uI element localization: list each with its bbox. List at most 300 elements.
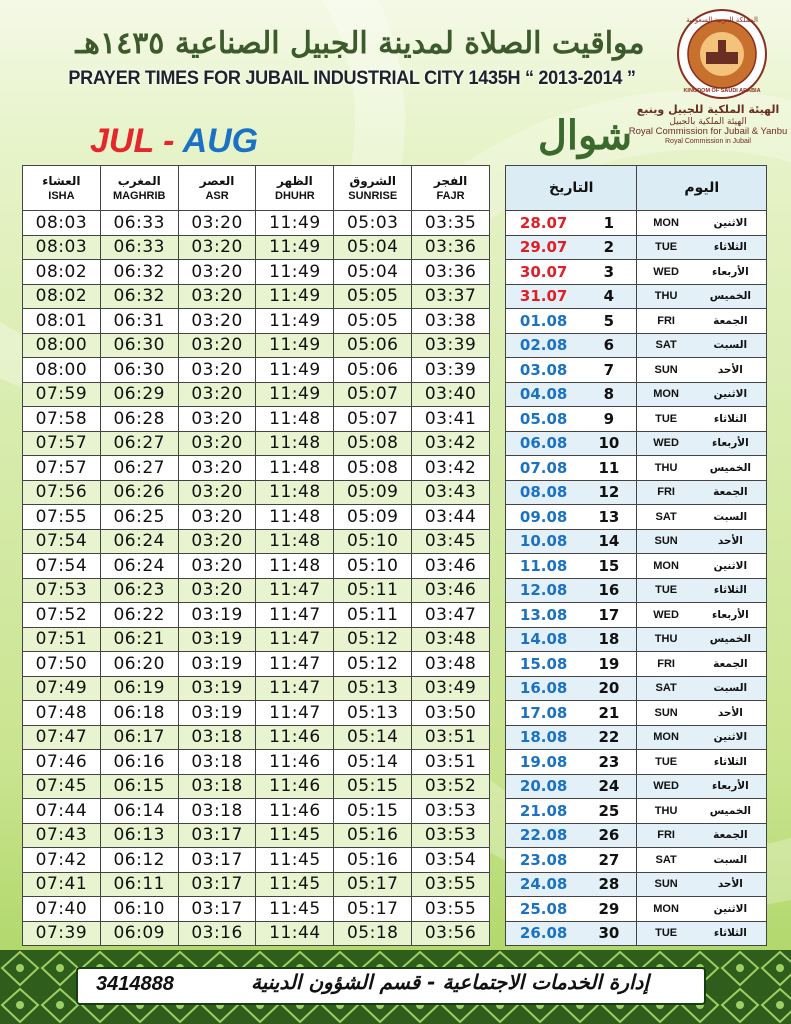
time-cell-isha: 07:48 <box>23 701 101 726</box>
hijri-day-cell: 1 <box>581 211 637 236</box>
time-cell-asr: 03:19 <box>178 627 256 652</box>
time-cell-isha: 07:49 <box>23 676 101 701</box>
time-cell-isha: 07:50 <box>23 652 101 677</box>
time-cell-fajr: 03:44 <box>412 505 490 530</box>
time-cell-maghrib: 06:27 <box>100 431 178 456</box>
time-cell-dhuhr: 11:48 <box>256 529 334 554</box>
date-row <box>506 676 767 701</box>
date-row <box>506 431 767 456</box>
weekday-english-cell: TUE <box>637 578 695 603</box>
time-cell-fajr: 03:36 <box>412 235 490 260</box>
time-cell-sunrise: 05:15 <box>334 799 412 824</box>
weekday-arabic-cell: الأحد <box>695 358 767 383</box>
time-cell-asr: 03:20 <box>178 431 256 456</box>
times-row <box>23 284 490 309</box>
weekday-english-cell: WED <box>637 774 695 799</box>
weekday-arabic-cell: الثلاثاء <box>695 750 767 775</box>
weekday-english-cell: MON <box>637 382 695 407</box>
time-cell-asr: 03:17 <box>178 848 256 873</box>
date-row <box>506 627 767 652</box>
date-row <box>506 505 767 530</box>
weekday-arabic-cell: الخميس <box>695 456 767 481</box>
time-cell-fajr: 03:54 <box>412 848 490 873</box>
times-row <box>23 701 490 726</box>
date-row <box>506 358 767 383</box>
organization-block <box>628 104 788 146</box>
time-cell-isha: 07:51 <box>23 627 101 652</box>
header-sunrise <box>334 166 412 211</box>
time-cell-fajr: 03:56 <box>412 921 490 946</box>
weekday-english-cell: FRI <box>637 309 695 334</box>
dates-table <box>505 165 767 946</box>
weekday-english-cell: THU <box>637 284 695 309</box>
time-cell-dhuhr: 11:49 <box>256 382 334 407</box>
date-row <box>506 799 767 824</box>
weekday-english-cell: SUN <box>637 358 695 383</box>
time-cell-fajr: 03:53 <box>412 799 490 824</box>
time-cell-dhuhr: 11:49 <box>256 309 334 334</box>
weekday-english-cell: SAT <box>637 333 695 358</box>
time-cell-asr: 03:20 <box>178 529 256 554</box>
date-row <box>506 872 767 897</box>
weekday-english-cell: SUN <box>637 529 695 554</box>
prayer-times-table <box>22 165 490 946</box>
weekday-english-cell: THU <box>637 627 695 652</box>
time-cell-sunrise: 05:16 <box>334 848 412 873</box>
header-sunrise-en: SUNRISE <box>348 190 398 202</box>
time-cell-isha: 07:41 <box>23 872 101 897</box>
header-asr <box>178 166 256 211</box>
time-cell-sunrise: 05:07 <box>334 407 412 432</box>
time-cell-dhuhr: 11:49 <box>256 333 334 358</box>
time-cell-dhuhr: 11:49 <box>256 358 334 383</box>
footer-phone: 3414888 <box>96 973 174 995</box>
time-cell-fajr: 03:41 <box>412 407 490 432</box>
time-cell-isha: 08:03 <box>23 235 101 260</box>
hijri-day-cell: 11 <box>581 456 637 481</box>
time-cell-maghrib: 06:31 <box>100 309 178 334</box>
weekday-arabic-cell: الثلاثاء <box>695 235 767 260</box>
times-row <box>23 725 490 750</box>
weekday-english-cell: MON <box>637 554 695 579</box>
weekday-arabic-cell: الخميس <box>695 627 767 652</box>
weekday-english-cell: TUE <box>637 407 695 432</box>
time-cell-asr: 03:18 <box>178 799 256 824</box>
weekday-arabic-cell: الاثنين <box>695 725 767 750</box>
time-cell-dhuhr: 11:49 <box>256 235 334 260</box>
time-cell-asr: 03:16 <box>178 921 256 946</box>
weekday-arabic-cell: الأحد <box>695 872 767 897</box>
weekday-english-cell: SUN <box>637 701 695 726</box>
time-cell-maghrib: 06:20 <box>100 652 178 677</box>
header-sunrise-ar: الشروق <box>349 174 396 188</box>
time-cell-dhuhr: 11:47 <box>256 652 334 677</box>
weekday-english-cell: SUN <box>637 872 695 897</box>
date-row <box>506 823 767 848</box>
time-cell-isha: 07:53 <box>23 578 101 603</box>
time-cell-dhuhr: 11:49 <box>256 260 334 285</box>
time-cell-asr: 03:19 <box>178 676 256 701</box>
hijri-day-cell: 7 <box>581 358 637 383</box>
time-cell-fajr: 03:42 <box>412 456 490 481</box>
weekday-arabic-cell: الأربعاء <box>695 260 767 285</box>
time-cell-maghrib: 06:33 <box>100 235 178 260</box>
weekday-english-cell: TUE <box>637 750 695 775</box>
weekday-arabic-cell: الاثنين <box>695 554 767 579</box>
gregorian-date-cell: 16.08 <box>506 676 582 701</box>
weekday-english-cell: MON <box>637 897 695 922</box>
weekday-arabic-cell: الثلاثاء <box>695 407 767 432</box>
gregorian-date-cell: 11.08 <box>506 554 582 579</box>
date-row <box>506 848 767 873</box>
time-cell-isha: 08:02 <box>23 284 101 309</box>
hijri-day-cell: 8 <box>581 382 637 407</box>
weekday-english-cell: FRI <box>637 652 695 677</box>
time-cell-isha: 07:59 <box>23 382 101 407</box>
weekday-arabic-cell: السبت <box>695 333 767 358</box>
weekday-english-cell: FRI <box>637 823 695 848</box>
time-cell-fajr: 03:48 <box>412 627 490 652</box>
gregorian-date-cell: 10.08 <box>506 529 582 554</box>
times-row <box>23 774 490 799</box>
gregorian-date-cell: 19.08 <box>506 750 582 775</box>
weekday-arabic-cell: السبت <box>695 848 767 873</box>
times-row <box>23 480 490 505</box>
date-row <box>506 725 767 750</box>
weekday-english-cell: MON <box>637 211 695 236</box>
hijri-day-cell: 15 <box>581 554 637 579</box>
time-cell-fajr: 03:36 <box>412 260 490 285</box>
times-row <box>23 456 490 481</box>
time-cell-sunrise: 05:04 <box>334 235 412 260</box>
date-row <box>506 284 767 309</box>
time-cell-fajr: 03:53 <box>412 823 490 848</box>
weekday-arabic-cell: الأربعاء <box>695 431 767 456</box>
time-cell-asr: 03:20 <box>178 235 256 260</box>
date-row <box>506 235 767 260</box>
org-english-line-1: Royal Commission for Jubail & Yanbu <box>628 125 788 137</box>
weekday-english-cell: SAT <box>637 676 695 701</box>
hijri-day-cell: 25 <box>581 799 637 824</box>
header-asr-en: ASR <box>205 190 229 202</box>
time-cell-maghrib: 06:26 <box>100 480 178 505</box>
time-cell-fajr: 03:55 <box>412 872 490 897</box>
time-cell-sunrise: 05:10 <box>334 554 412 579</box>
hijri-day-cell: 14 <box>581 529 637 554</box>
time-cell-maghrib: 06:15 <box>100 774 178 799</box>
time-cell-asr: 03:18 <box>178 774 256 799</box>
time-cell-dhuhr: 11:48 <box>256 480 334 505</box>
time-cell-sunrise: 05:05 <box>334 284 412 309</box>
time-cell-sunrise: 05:06 <box>334 358 412 383</box>
time-cell-isha: 07:40 <box>23 897 101 922</box>
header-dhuhr <box>256 166 334 211</box>
time-cell-asr: 03:20 <box>178 260 256 285</box>
time-cell-dhuhr: 11:47 <box>256 676 334 701</box>
date-row <box>506 897 767 922</box>
weekday-english-cell: TUE <box>637 921 695 946</box>
times-row <box>23 382 490 407</box>
time-cell-fajr: 03:43 <box>412 480 490 505</box>
time-cell-fajr: 03:48 <box>412 652 490 677</box>
header-dhuhr-ar: الظهر <box>277 174 313 188</box>
gregorian-date-cell: 06.08 <box>506 431 582 456</box>
hijri-day-cell: 27 <box>581 848 637 873</box>
gregorian-date-cell: 02.08 <box>506 333 582 358</box>
hijri-day-cell: 6 <box>581 333 637 358</box>
weekday-english-cell: TUE <box>637 235 695 260</box>
time-cell-maghrib: 06:10 <box>100 897 178 922</box>
time-cell-fajr: 03:45 <box>412 529 490 554</box>
date-row <box>506 309 767 334</box>
time-cell-dhuhr: 11:45 <box>256 823 334 848</box>
time-cell-fajr: 03:46 <box>412 554 490 579</box>
weekday-english-cell: MON <box>637 725 695 750</box>
gregorian-months <box>90 122 258 161</box>
time-cell-dhuhr: 11:49 <box>256 211 334 236</box>
hijri-day-cell: 3 <box>581 260 637 285</box>
header-day: اليوم <box>637 166 767 211</box>
footer-department: إدارة الخدمات الاجتماعية - قسم الشؤون الدينية <box>250 970 650 994</box>
weekday-arabic-cell: الأحد <box>695 701 767 726</box>
time-cell-isha: 07:56 <box>23 480 101 505</box>
gregorian-date-cell: 05.08 <box>506 407 582 432</box>
time-cell-sunrise: 05:12 <box>334 652 412 677</box>
date-row <box>506 750 767 775</box>
time-cell-maghrib: 06:32 <box>100 284 178 309</box>
time-cell-sunrise: 05:11 <box>334 578 412 603</box>
time-cell-sunrise: 05:15 <box>334 774 412 799</box>
hijri-day-cell: 17 <box>581 603 637 628</box>
date-row <box>506 603 767 628</box>
times-row <box>23 603 490 628</box>
gregorian-date-cell: 21.08 <box>506 799 582 824</box>
time-cell-maghrib: 06:28 <box>100 407 178 432</box>
time-cell-fajr: 03:37 <box>412 284 490 309</box>
time-cell-dhuhr: 11:47 <box>256 701 334 726</box>
hijri-day-cell: 10 <box>581 431 637 456</box>
date-row <box>506 652 767 677</box>
time-cell-sunrise: 05:17 <box>334 872 412 897</box>
time-cell-isha: 07:57 <box>23 431 101 456</box>
gregorian-date-cell: 01.08 <box>506 309 582 334</box>
header-fajr-ar: الفجر <box>433 174 468 188</box>
times-row <box>23 578 490 603</box>
time-cell-maghrib: 06:29 <box>100 382 178 407</box>
hijri-day-cell: 5 <box>581 309 637 334</box>
hijri-day-cell: 13 <box>581 505 637 530</box>
time-cell-maghrib: 06:14 <box>100 799 178 824</box>
weekday-arabic-cell: الثلاثاء <box>695 578 767 603</box>
time-cell-sunrise: 05:09 <box>334 480 412 505</box>
hijri-day-cell: 23 <box>581 750 637 775</box>
time-cell-isha: 07:54 <box>23 529 101 554</box>
weekday-english-cell: THU <box>637 456 695 481</box>
time-cell-maghrib: 06:32 <box>100 260 178 285</box>
time-cell-asr: 03:18 <box>178 750 256 775</box>
gregorian-date-cell: 09.08 <box>506 505 582 530</box>
time-cell-asr: 03:20 <box>178 333 256 358</box>
gregorian-date-cell: 17.08 <box>506 701 582 726</box>
times-row <box>23 211 490 236</box>
time-cell-isha: 07:54 <box>23 554 101 579</box>
time-cell-maghrib: 06:17 <box>100 725 178 750</box>
time-cell-sunrise: 05:07 <box>334 382 412 407</box>
time-cell-maghrib: 06:21 <box>100 627 178 652</box>
gregorian-date-cell: 24.08 <box>506 872 582 897</box>
time-cell-fajr: 03:39 <box>412 333 490 358</box>
header-isha-ar: العشاء <box>42 174 81 188</box>
time-cell-sunrise: 05:08 <box>334 456 412 481</box>
weekday-arabic-cell: السبت <box>695 505 767 530</box>
time-cell-dhuhr: 11:46 <box>256 750 334 775</box>
time-cell-maghrib: 06:11 <box>100 872 178 897</box>
time-cell-maghrib: 06:30 <box>100 333 178 358</box>
time-cell-dhuhr: 11:47 <box>256 627 334 652</box>
time-cell-isha: 08:00 <box>23 333 101 358</box>
gregorian-date-cell: 25.08 <box>506 897 582 922</box>
gregorian-date-cell: 13.08 <box>506 603 582 628</box>
gregorian-date-cell: 07.08 <box>506 456 582 481</box>
date-row <box>506 774 767 799</box>
weekday-english-cell: SAT <box>637 505 695 530</box>
times-row <box>23 627 490 652</box>
date-row <box>506 554 767 579</box>
gregorian-date-cell: 04.08 <box>506 382 582 407</box>
gregorian-date-cell: 08.08 <box>506 480 582 505</box>
time-cell-dhuhr: 11:49 <box>256 284 334 309</box>
date-row <box>506 211 767 236</box>
header-date: التاريخ <box>506 166 637 211</box>
time-cell-fajr: 03:42 <box>412 431 490 456</box>
time-cell-maghrib: 06:09 <box>100 921 178 946</box>
weekday-arabic-cell: الخميس <box>695 284 767 309</box>
time-cell-asr: 03:18 <box>178 725 256 750</box>
time-cell-fajr: 03:35 <box>412 211 490 236</box>
time-cell-maghrib: 06:25 <box>100 505 178 530</box>
gregorian-date-cell: 28.07 <box>506 211 582 236</box>
time-cell-dhuhr: 11:47 <box>256 578 334 603</box>
gregorian-date-cell: 18.08 <box>506 725 582 750</box>
gregorian-date-cell: 29.07 <box>506 235 582 260</box>
time-cell-asr: 03:20 <box>178 456 256 481</box>
hijri-day-cell: 9 <box>581 407 637 432</box>
hijri-day-cell: 2 <box>581 235 637 260</box>
hijri-day-cell: 24 <box>581 774 637 799</box>
hijri-day-cell: 29 <box>581 897 637 922</box>
times-header-row <box>23 166 490 211</box>
weekday-english-cell: WED <box>637 260 695 285</box>
header-isha-en: ISHA <box>48 190 75 202</box>
time-cell-maghrib: 06:19 <box>100 676 178 701</box>
time-cell-dhuhr: 11:48 <box>256 456 334 481</box>
time-cell-maghrib: 06:18 <box>100 701 178 726</box>
date-row <box>506 382 767 407</box>
hijri-day-cell: 30 <box>581 921 637 946</box>
time-cell-isha: 07:43 <box>23 823 101 848</box>
time-cell-dhuhr: 11:44 <box>256 921 334 946</box>
hijri-day-cell: 18 <box>581 627 637 652</box>
time-cell-isha: 07:58 <box>23 407 101 432</box>
time-cell-asr: 03:20 <box>178 309 256 334</box>
weekday-arabic-cell: الأحد <box>695 529 767 554</box>
times-row <box>23 921 490 946</box>
time-cell-isha: 07:47 <box>23 725 101 750</box>
time-cell-isha: 08:03 <box>23 211 101 236</box>
weekday-english-cell: WED <box>637 431 695 456</box>
time-cell-fajr: 03:47 <box>412 603 490 628</box>
time-cell-sunrise: 05:06 <box>334 333 412 358</box>
weekday-arabic-cell: الاثنين <box>695 382 767 407</box>
times-row <box>23 431 490 456</box>
time-cell-isha: 08:00 <box>23 358 101 383</box>
time-cell-maghrib: 06:33 <box>100 211 178 236</box>
time-cell-asr: 03:17 <box>178 823 256 848</box>
date-row <box>506 480 767 505</box>
time-cell-dhuhr: 11:47 <box>256 603 334 628</box>
header-maghrib-ar: المغرب <box>117 174 161 188</box>
gregorian-date-cell: 22.08 <box>506 823 582 848</box>
time-cell-dhuhr: 11:48 <box>256 505 334 530</box>
time-cell-asr: 03:20 <box>178 382 256 407</box>
time-cell-fajr: 03:49 <box>412 676 490 701</box>
weekday-arabic-cell: الثلاثاء <box>695 921 767 946</box>
time-cell-isha: 07:45 <box>23 774 101 799</box>
hijri-day-cell: 4 <box>581 284 637 309</box>
time-cell-sunrise: 05:04 <box>334 260 412 285</box>
time-cell-isha: 07:52 <box>23 603 101 628</box>
time-cell-fajr: 03:46 <box>412 578 490 603</box>
time-cell-fajr: 03:50 <box>412 701 490 726</box>
time-cell-isha: 07:55 <box>23 505 101 530</box>
time-cell-fajr: 03:40 <box>412 382 490 407</box>
hijri-day-cell: 19 <box>581 652 637 677</box>
month-july: JUL <box>90 122 154 160</box>
times-row <box>23 333 490 358</box>
time-cell-fajr: 03:38 <box>412 309 490 334</box>
time-cell-dhuhr: 11:48 <box>256 407 334 432</box>
time-cell-dhuhr: 11:46 <box>256 725 334 750</box>
gregorian-date-cell: 20.08 <box>506 774 582 799</box>
weekday-arabic-cell: الجمعة <box>695 309 767 334</box>
times-row <box>23 505 490 530</box>
org-arabic-line-1: الهيئة الملكية للجبيل وينبع <box>636 103 780 116</box>
time-cell-dhuhr: 11:48 <box>256 431 334 456</box>
time-cell-dhuhr: 11:45 <box>256 872 334 897</box>
weekday-arabic-cell: الاثنين <box>695 211 767 236</box>
times-row <box>23 407 490 432</box>
time-cell-isha: 07:46 <box>23 750 101 775</box>
org-arabic-line-2: الهيئة الملكية بالجبيل <box>669 116 747 127</box>
times-row <box>23 260 490 285</box>
time-cell-asr: 03:20 <box>178 554 256 579</box>
time-cell-isha: 08:02 <box>23 260 101 285</box>
hijri-day-cell: 21 <box>581 701 637 726</box>
times-row <box>23 554 490 579</box>
time-cell-maghrib: 06:27 <box>100 456 178 481</box>
time-cell-dhuhr: 11:45 <box>256 897 334 922</box>
time-cell-sunrise: 05:14 <box>334 750 412 775</box>
times-row <box>23 676 490 701</box>
time-cell-maghrib: 06:30 <box>100 358 178 383</box>
time-cell-sunrise: 05:13 <box>334 701 412 726</box>
time-cell-maghrib: 06:24 <box>100 554 178 579</box>
header-maghrib <box>100 166 178 211</box>
time-cell-asr: 03:20 <box>178 358 256 383</box>
logo-arabic-text: المملكة العربية السعودية <box>686 16 758 24</box>
hijri-day-cell: 12 <box>581 480 637 505</box>
times-row <box>23 529 490 554</box>
